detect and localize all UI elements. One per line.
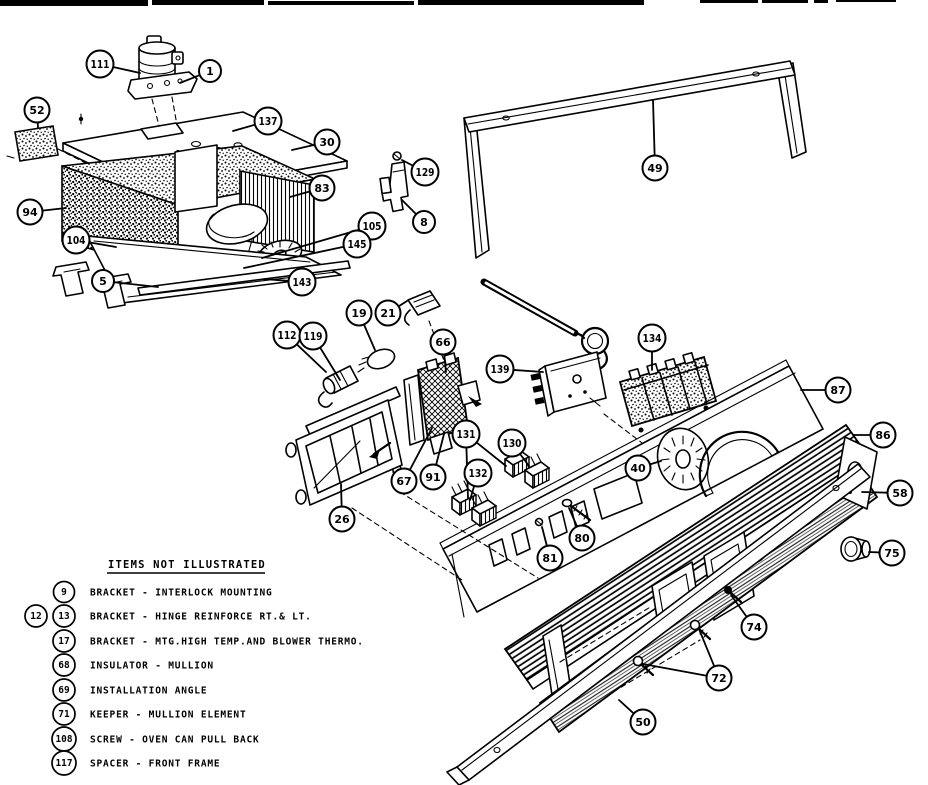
callout-number: 119 <box>303 330 323 343</box>
callout-number: 129 <box>415 166 435 179</box>
callout-19 <box>347 301 376 351</box>
leader-line <box>653 100 655 156</box>
callout-number: 137 <box>258 115 278 128</box>
callout-number: 21 <box>380 307 396 320</box>
callout-number: 104 <box>66 234 86 247</box>
item-description: BRACKET - HINGE REINFORCE RT.& LT. <box>90 611 312 623</box>
item-description: INSTALLATION ANGLE <box>90 685 208 697</box>
callout-129 <box>402 159 439 186</box>
callout-number: 145 <box>347 238 367 251</box>
callout-52 <box>25 98 50 129</box>
item-description: SPACER - FRONT FRAME <box>90 758 221 770</box>
list-item-108 <box>52 727 260 751</box>
item-number: 108 <box>55 734 73 746</box>
item-description: INSULATOR - MULLION <box>90 660 214 672</box>
callout-number: 40 <box>630 462 646 475</box>
callout-50 <box>619 700 656 735</box>
callout-number: 49 <box>647 162 663 175</box>
callout-number: 5 <box>99 275 107 288</box>
callout-number: 132 <box>468 467 488 480</box>
callout-number: 134 <box>642 332 662 345</box>
callout-number: 105 <box>362 220 382 233</box>
callout-number: 111 <box>90 58 110 71</box>
not-illustrated-list <box>25 559 364 775</box>
callout-74 <box>731 595 767 640</box>
callout-number: 81 <box>542 552 558 565</box>
callout-number: 74 <box>746 621 762 634</box>
callout-number: 26 <box>334 513 350 526</box>
callout-119 <box>300 323 341 381</box>
callout-87 <box>801 378 851 403</box>
switch-bracket-part <box>286 387 402 505</box>
callout-number: 58 <box>892 487 908 500</box>
list-item-12-13 <box>25 605 312 627</box>
leader-line <box>399 301 407 306</box>
callout-number: 19 <box>351 307 367 320</box>
item-number: 17 <box>58 636 70 648</box>
leader-line <box>402 200 416 214</box>
callout-number: 94 <box>22 206 38 219</box>
list-item-17 <box>53 630 364 652</box>
callout-number: 30 <box>319 136 335 149</box>
item-description: KEEPER - MULLION ELEMENT <box>90 709 247 721</box>
callout-8 <box>402 200 435 233</box>
item-number: 13 <box>58 611 70 623</box>
leader-line <box>341 484 342 507</box>
callout-number: 66 <box>435 336 451 349</box>
leader-line <box>862 492 888 493</box>
callout-number: 80 <box>574 532 590 545</box>
list-item-117 <box>52 751 220 775</box>
list-item-9 <box>54 582 273 603</box>
knob-part <box>841 537 870 561</box>
callout-number: 67 <box>396 475 412 488</box>
not-illustrated-rows <box>25 582 364 776</box>
callout-75 <box>869 541 905 566</box>
callout-134 <box>639 325 666 371</box>
item-number: 68 <box>58 660 70 672</box>
callout-21 <box>376 301 408 326</box>
callout-number: 130 <box>502 437 522 450</box>
callout-number: 72 <box>711 672 727 685</box>
callout-number: 91 <box>425 471 441 484</box>
callout-94 <box>18 200 67 225</box>
scan-artifact-bar <box>0 0 896 6</box>
callout-number: 52 <box>29 104 45 117</box>
list-item-68 <box>53 654 214 676</box>
item-description: SCREW - OVEN CAN PULL BACK <box>90 734 260 746</box>
item-number: 12 <box>30 611 42 623</box>
callout-number: 50 <box>635 716 651 729</box>
item-description: BRACKET - INTERLOCK MOUNTING <box>90 587 273 599</box>
list-item-71 <box>53 703 246 725</box>
callout-number: 1 <box>206 65 214 78</box>
item-number: 69 <box>58 685 70 697</box>
item-description: BRACKET - MTG.HIGH TEMP.AND BLOWER THERMO. <box>90 636 364 648</box>
item-number: 117 <box>55 758 73 770</box>
callout-49 <box>643 100 668 181</box>
callout-number: 87 <box>830 384 846 397</box>
callout-number: 8 <box>420 216 428 229</box>
u-bracket-part <box>464 61 806 258</box>
leader-line <box>364 324 375 350</box>
item-number: 9 <box>61 587 67 599</box>
list-item-69 <box>53 679 207 701</box>
callout-number: 75 <box>884 547 900 560</box>
callout-number: 131 <box>456 428 476 441</box>
callout-number: 83 <box>314 182 330 195</box>
callout-number: 86 <box>875 429 891 442</box>
leader-line <box>619 700 634 714</box>
callout-111 <box>87 51 141 78</box>
callout-number: 143 <box>292 276 312 289</box>
item-number: 71 <box>58 709 70 721</box>
leader-line <box>113 67 140 73</box>
callout-number: 139 <box>490 363 510 376</box>
callout-number: 112 <box>277 329 297 342</box>
not-illustrated-title: ITEMS NOT ILLUSTRATED <box>108 559 266 571</box>
